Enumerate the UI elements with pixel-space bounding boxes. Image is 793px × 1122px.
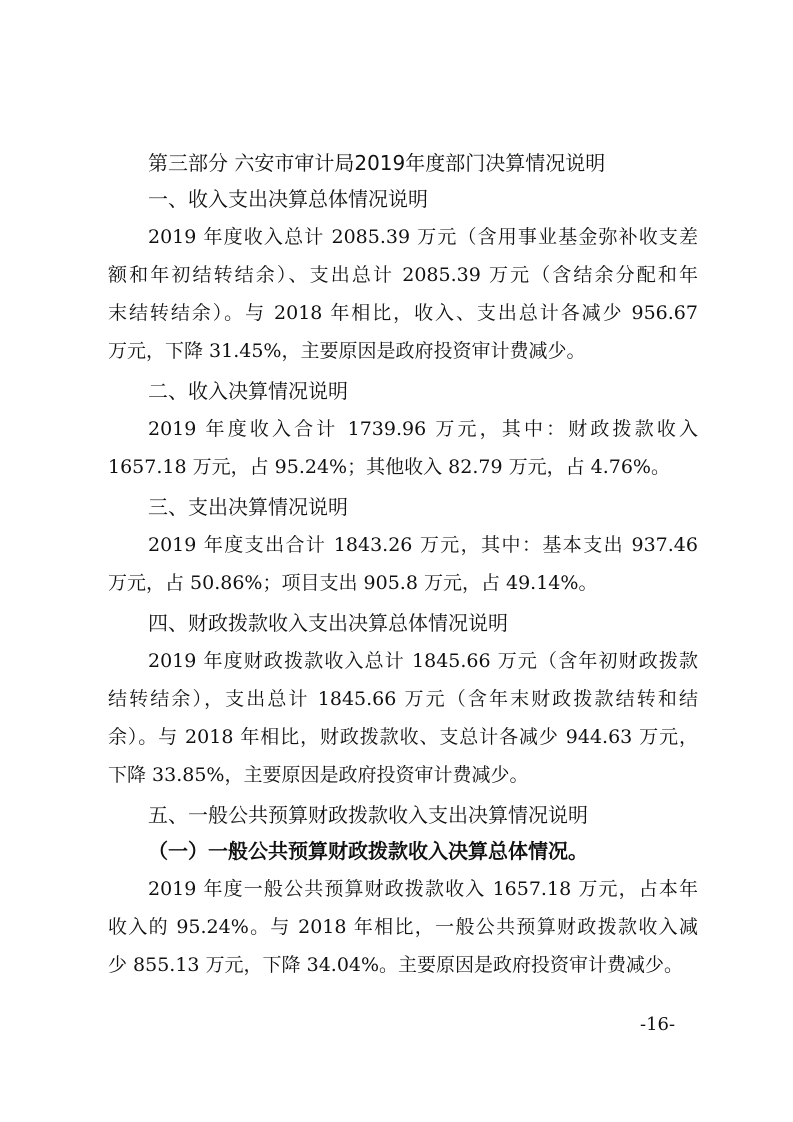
section-paragraph-2 — [108, 410, 698, 486]
paragraph-line: 收入的 95.24%。与 2018 年相比，一般公共预算财政拨款收入减 — [108, 916, 698, 938]
section-heading-3: 三、支出决算情况说明 — [148, 495, 348, 519]
paragraph-line: 少 855.13 万元，下降 34.04%。主要原因是政府投资审计费减少。 — [108, 954, 684, 976]
paragraph-line: 万元，占 50.86%；项目支出 905.8 万元，占 49.14%。 — [108, 572, 598, 594]
document-title: 第三部分 六安市审计局2019年度部门决算情况说明 — [148, 151, 606, 175]
subsection-heading-5-1: （一）一般公共预算财政拨款收入决算总体情况。 — [148, 839, 588, 863]
section-heading-2: 二、收入决算情况说明 — [148, 379, 348, 403]
paragraph-line: 2019 年度支出合计 1843.26 万元，其中：基本支出 937.46 — [148, 534, 698, 556]
section-heading-5: 五、一般公共预算财政拨款收入支出决算情况说明 — [148, 803, 588, 827]
paragraph-line: 2019 年度收入总计 2085.39 万元（含用事业基金弥补收支差 — [148, 226, 698, 248]
paragraph-line: 万元，下降 31.45%，主要原因是政府投资审计费减少。 — [108, 340, 586, 362]
paragraph-line: 2019 年度财政拨款收入总计 1845.66 万元（含年初财政拨款 — [148, 650, 698, 672]
paragraph-line: 2019 年度一般公共预算财政拨款收入 1657.18 万元，占本年 — [148, 878, 698, 900]
section-paragraph-4 — [108, 642, 698, 794]
paragraph-line: 2019 年度收入合计 1739.96 万元，其中：财政拨款收入 — [148, 418, 698, 440]
section-paragraph-3 — [108, 526, 698, 602]
paragraph-line: 结转结余），支出总计 1845.66 万元（含年末财政拨款结转和结 — [108, 688, 698, 710]
paragraph-line: 下降 33.85%，主要原因是政府投资审计费减少。 — [108, 764, 529, 786]
paragraph-line: 额和年初结转结余）、支出总计 2085.39 万元（含结余分配和年 — [108, 264, 698, 286]
section-heading-4: 四、财政拨款收入支出决算总体情况说明 — [148, 611, 508, 635]
paragraph-line: 1657.18 万元，占 95.24%；其他收入 82.79 万元，占 4.76%。 — [108, 456, 670, 478]
section-paragraph-5 — [108, 870, 698, 984]
paragraph-line: 余）。与 2018 年相比，财政拨款收、支总计各减少 944.63 万元， — [108, 726, 698, 748]
section-paragraph-1 — [108, 218, 698, 370]
section-heading-1: 一、收入支出决算总体情况说明 — [148, 187, 428, 211]
document-body — [108, 148, 698, 984]
paragraph-line: 末结转结余）。与 2018 年相比，收入、支出总计各减少 956.67 — [108, 302, 698, 324]
page-number: -16- — [640, 1014, 676, 1035]
